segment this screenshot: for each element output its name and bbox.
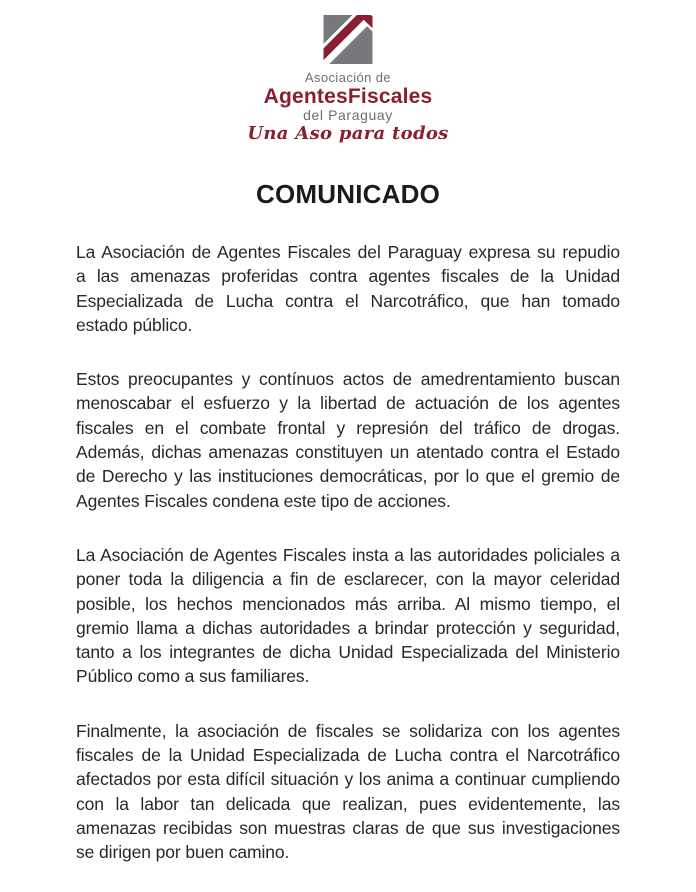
paragraph-line: estado público. bbox=[76, 314, 193, 335]
paragraph-line: con la labor tan delicada que realizan, pues evidentemente, las bbox=[76, 793, 620, 814]
paragraph-line: Además, dichas amenazas constituyen un atentado contra el Estado bbox=[76, 442, 620, 463]
paragraph-line: La Asociación de Agentes Fiscales del Paraguay expresa su repudio bbox=[76, 242, 620, 262]
logo-org-line2: del Paraguay bbox=[303, 107, 393, 123]
paragraph-line: afectados por esta difícil situación y los anima a continuar cumpliendo bbox=[76, 769, 620, 790]
logo-org-name: AgentesFiscales bbox=[263, 85, 433, 108]
paragraph-line: Estos preocupantes y contínuos actos de amedrentamiento buscan bbox=[76, 369, 620, 390]
paragraph-line: gremio llama a dichas autoridades a brindar protección y seguridad, bbox=[76, 617, 620, 638]
logo-tagline: Una Aso para todos bbox=[247, 123, 449, 144]
paragraph-line: tanto a los integrantes de dicha Unidad Especializada del Ministerio bbox=[76, 642, 620, 663]
document-body bbox=[76, 240, 620, 865]
paragraph-line: Finalmente, la asociación de fiscales se solidariza con los agentes bbox=[76, 720, 620, 741]
paragraph-line: Agentes Fiscales condena este tipo de acciones. bbox=[76, 490, 451, 511]
paragraph-line: amenazas recibidas son muestras claras de que sus investigaciones bbox=[76, 817, 620, 838]
paragraph bbox=[76, 543, 620, 689]
page-title: COMUNICADO bbox=[256, 179, 440, 209]
paragraph-line: fiscales en el combate frontal y represión del tráfico de drogas. bbox=[76, 417, 620, 438]
logo-org-line1: Asociación de bbox=[304, 70, 392, 85]
paragraph-line: La Asociación de Agentes Fiscales insta a las autoridades policiales a bbox=[76, 544, 620, 565]
paragraph-line: Especializada de Lucha contra el Narcotráfico, que han tomado bbox=[76, 290, 620, 311]
paragraph-line: de Derecho y las instituciones democráticas, por lo que el gremio de bbox=[76, 466, 620, 487]
paragraph-line: se dirigen por buen camino. bbox=[76, 842, 290, 863]
paragraph-line: poner toda la diligencia a fin de esclarecer, con la mayor celeridad bbox=[76, 569, 620, 590]
paragraph-line: posible, los hechos mencionados más arriba. Al mismo tiempo, el bbox=[76, 593, 620, 614]
paragraph-line: a las amenazas proferidas contra agentes fiscales de la Unidad bbox=[76, 266, 620, 287]
paragraph bbox=[76, 367, 620, 513]
paragraph-line: menoscabar el esfuerzo y la libertad de actuación de los agentes bbox=[76, 393, 620, 414]
logo bbox=[0, 0, 696, 145]
paragraph-line: Público como a sus familiares. bbox=[76, 666, 310, 687]
paragraph bbox=[76, 240, 620, 337]
paragraph-line: fiscales de la Unidad Especializada de Lucha contra el Narcotráfico bbox=[76, 745, 620, 766]
paragraph bbox=[76, 719, 620, 865]
logo-roof-icon bbox=[323, 15, 373, 64]
